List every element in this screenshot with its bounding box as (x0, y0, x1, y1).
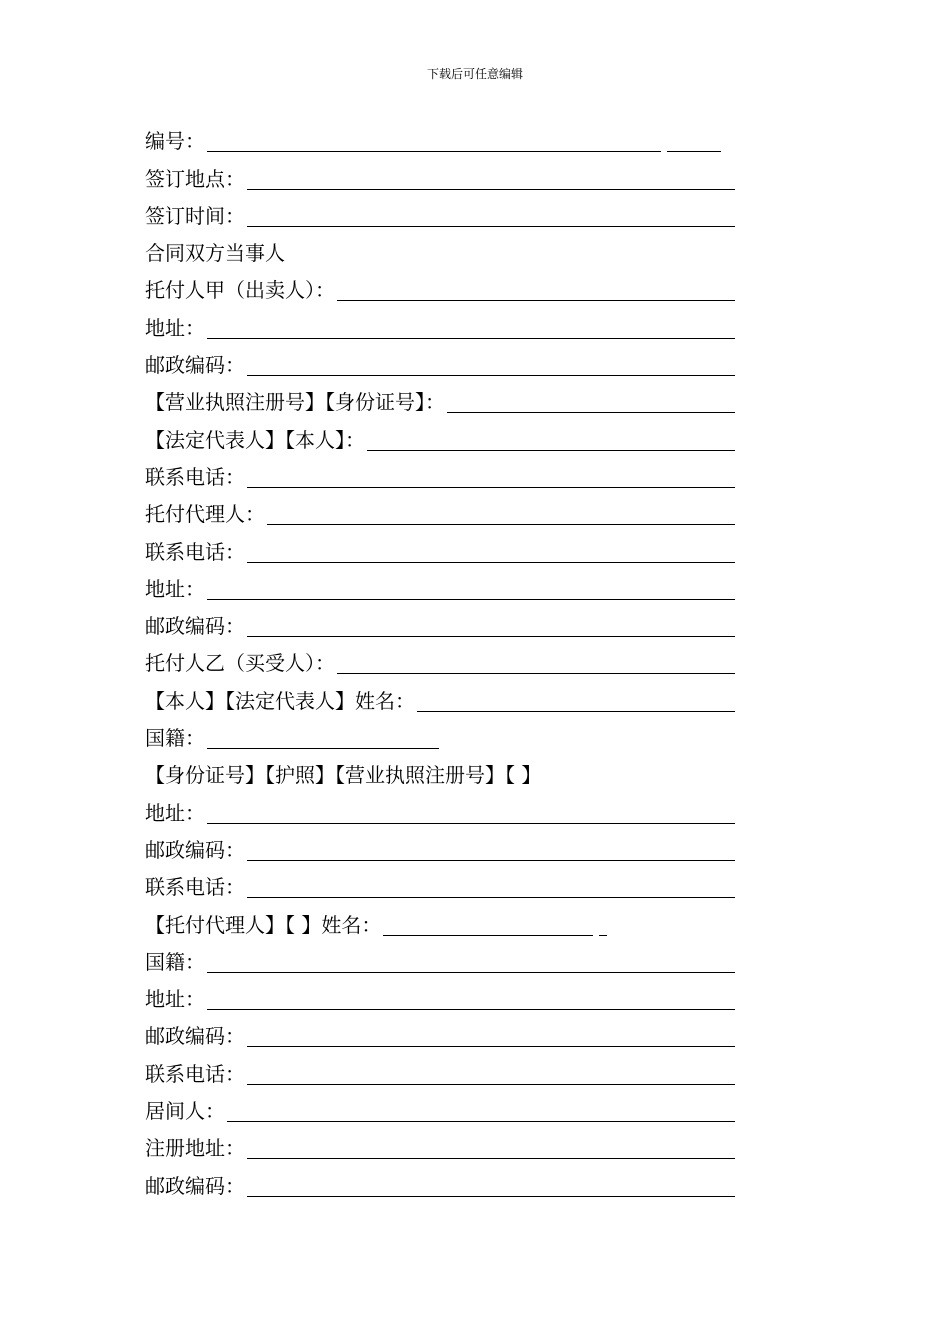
phone-1-line (145, 452, 735, 489)
signing-place-blank[interactable] (247, 167, 735, 190)
phone-4-label: 联系电话： (145, 1061, 245, 1086)
agent-1-label: 托付代理人： (145, 502, 265, 527)
postal-code-1-label: 邮政编码： (145, 353, 245, 378)
postal-code-1-line (145, 340, 735, 377)
address-4-line (145, 974, 735, 1011)
registered-address-blank[interactable] (247, 1136, 735, 1159)
self-or-legal-rep-name-blank[interactable] (417, 689, 735, 712)
agent-1-line (145, 489, 735, 526)
postal-code-4-blank[interactable] (247, 1024, 735, 1047)
phone-4-blank[interactable] (247, 1062, 735, 1085)
address-1-label: 地址： (145, 315, 205, 340)
address-1-line (145, 302, 735, 339)
postal-code-3-label: 邮政编码： (145, 837, 245, 862)
postal-code-2-blank[interactable] (247, 614, 735, 637)
nationality-2-label: 国籍： (145, 949, 205, 974)
postal-code-5-blank[interactable] (247, 1174, 735, 1197)
license-or-id-blank[interactable] (447, 390, 735, 413)
serial-number-label: 编号： (145, 129, 205, 154)
intermediary-label: 居间人： (145, 1099, 225, 1124)
agent-2-name-label: 【托付代理人】【 】姓名： (145, 912, 382, 937)
contract-form (145, 116, 735, 1198)
address-2-line (145, 564, 735, 601)
parties-heading-line (145, 228, 735, 265)
page-header: 下载后可任意编辑 (426, 67, 523, 81)
self-or-legal-rep-name-label: 【本人】【法定代表人】姓名： (145, 688, 415, 713)
legal-rep-blank[interactable] (367, 428, 735, 451)
legal-rep-line (145, 414, 735, 451)
nationality-1-blank[interactable] (207, 726, 439, 749)
id-types-line (145, 750, 735, 787)
address-1-blank[interactable] (207, 316, 735, 339)
postal-code-2-line (145, 601, 735, 638)
serial-number-blank[interactable] (207, 129, 661, 152)
phone-2-label: 联系电话： (145, 539, 245, 564)
signing-place-line (145, 153, 735, 190)
id-types-label: 【身份证号】【护照】【营业执照注册号】【 】 (145, 763, 542, 788)
signing-time-line (145, 191, 735, 228)
address-3-label: 地址： (145, 800, 205, 825)
signing-time-label: 签订时间： (145, 203, 245, 228)
agent-1-blank[interactable] (267, 502, 735, 525)
postal-code-5-label: 邮政编码： (145, 1173, 245, 1198)
agent-2-name-line (145, 899, 735, 936)
address-4-label: 地址： (145, 987, 205, 1012)
signing-place-label: 签订地点： (145, 166, 245, 191)
party-a-blank[interactable] (337, 278, 735, 301)
nationality-2-line (145, 937, 735, 974)
intermediary-blank[interactable] (227, 1099, 735, 1122)
signing-time-blank[interactable] (247, 204, 735, 227)
phone-4-line (145, 1048, 735, 1085)
nationality-2-blank[interactable] (207, 950, 735, 973)
postal-code-4-line (145, 1011, 735, 1048)
self-or-legal-rep-name-line (145, 675, 735, 712)
address-3-line (145, 787, 735, 824)
phone-1-label: 联系电话： (145, 464, 245, 489)
party-b-blank[interactable] (337, 651, 735, 674)
phone-3-line (145, 862, 735, 899)
postal-code-2-label: 邮政编码： (145, 614, 245, 639)
intermediary-line (145, 1086, 735, 1123)
postal-code-3-blank[interactable] (247, 838, 735, 861)
address-2-label: 地址： (145, 576, 205, 601)
postal-code-4-label: 邮政编码： (145, 1024, 245, 1049)
nationality-1-line (145, 713, 735, 750)
registered-address-label: 注册地址： (145, 1136, 245, 1161)
phone-2-line (145, 526, 735, 563)
parties-heading: 合同双方当事人 (145, 241, 285, 266)
legal-rep-label: 【法定代表人】【本人】： (145, 427, 365, 452)
postal-code-1-blank[interactable] (247, 353, 735, 376)
nationality-1-label: 国籍： (145, 726, 205, 751)
address-2-blank[interactable] (207, 577, 735, 600)
postal-code-5-line (145, 1160, 735, 1197)
phone-1-blank[interactable] (247, 465, 735, 488)
registered-address-line (145, 1123, 735, 1160)
party-a-line (145, 265, 735, 302)
license-or-id-label: 【营业执照注册号】【身份证号】： (145, 390, 445, 415)
phone-3-blank[interactable] (247, 875, 735, 898)
phone-2-blank[interactable] (247, 540, 735, 563)
party-a-label: 托付人甲（出卖人）： (145, 278, 335, 303)
agent-2-name-blank[interactable] (383, 913, 593, 936)
license-or-id-line (145, 377, 735, 414)
phone-3-label: 联系电话： (145, 875, 245, 900)
party-b-label: 托付人乙（买受人）： (145, 651, 335, 676)
postal-code-3-line (145, 825, 735, 862)
serial-number-line (145, 116, 735, 153)
address-3-blank[interactable] (207, 801, 735, 824)
address-4-blank[interactable] (207, 987, 735, 1010)
serial-number-blank-suffix[interactable] (667, 129, 721, 152)
agent-2-name-blank-suffix[interactable] (599, 913, 607, 936)
party-b-line (145, 638, 735, 675)
